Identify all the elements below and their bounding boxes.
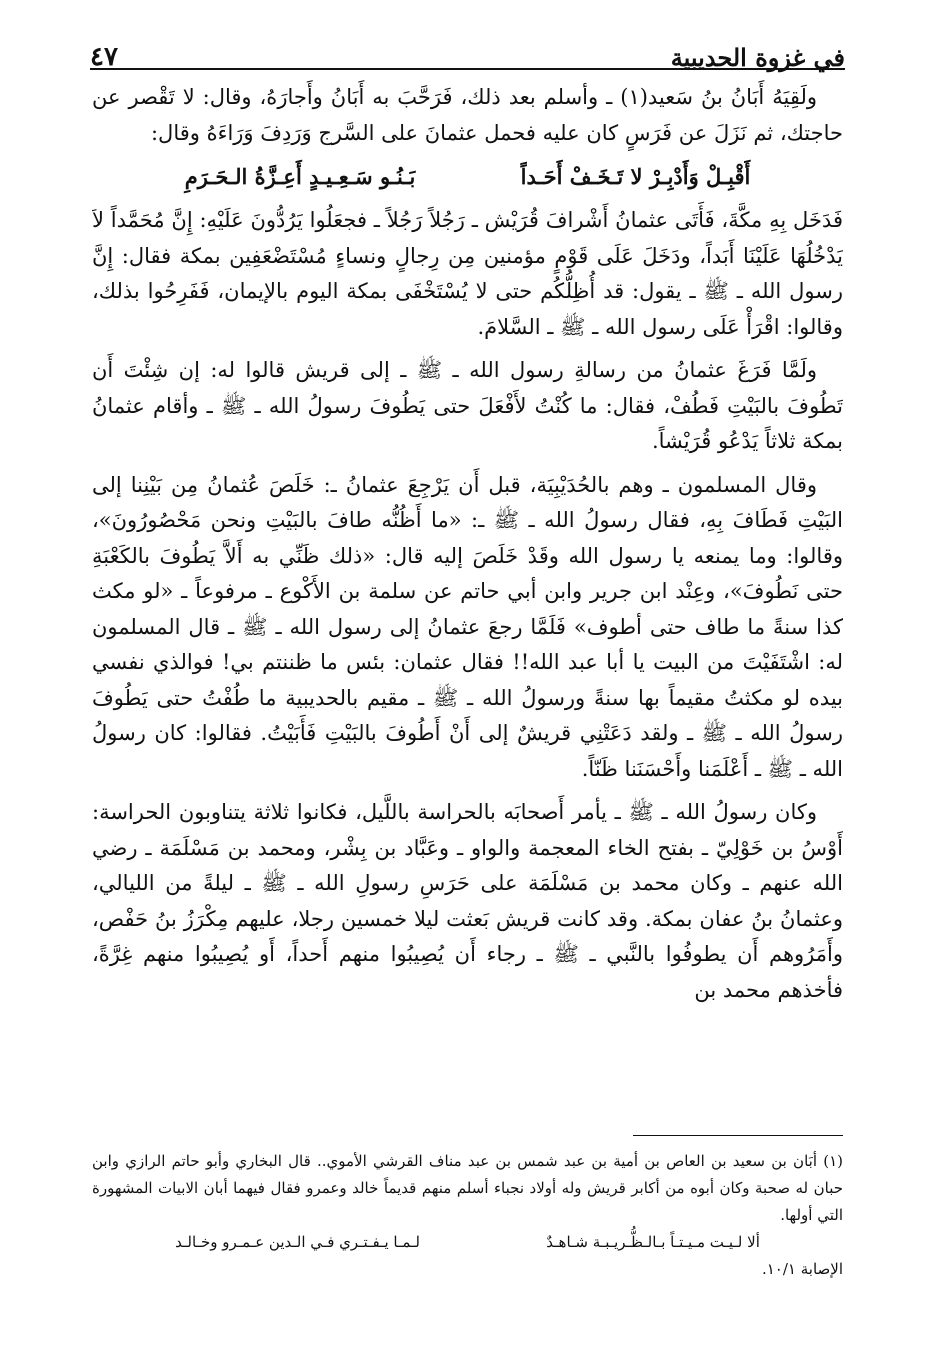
- footnote-verse: [112, 1229, 823, 1256]
- footnote-text: (١) أبَان بن سعيد بن العاص بن أمية بن عبد شمس بن عبد مناف القرشي الأموي.. قال البخاري وأبو حاتم الرازي وابن حبان له صحبة وكان أبوه من أكابر قريش وله أولاد نجباء أسلم منهم قديماً خالد وعمرو فقال فيهما أبان الابيات المشهورة التي أولها.: [92, 1152, 843, 1224]
- footnotes: [92, 1148, 843, 1333]
- poem-verse: [132, 159, 803, 195]
- footnote-verse-first: ألا لـيـت مـيـتـاً بـالـظُّـريـبـة شـاهـدٌ: [546, 1233, 760, 1251]
- paragraph: ولَمَّا فَرَغَ عثمانُ من رسالةِ رسول الله ـ ﷺ ـ إلى قريش قالوا له: إن شِئْتَ أَن تَطُوفَ بالبَيْتِ فَطُفْ، فقال: ما كُنْتُ لأَفْعَلَ حتى يَطُوفَ رسولُ الله ـ ﷺ ـ وأقام عثمانُ بمكة ثلاثاً يَدْعُو قُرَيْشاً.: [92, 358, 843, 453]
- header-rule: [90, 68, 845, 70]
- running-title: في غزوة الحديبية: [670, 43, 845, 72]
- footnote-verse-second: لـمـا يـفـتـري فـي الـدين عـمـرو وخـالـد: [175, 1233, 420, 1251]
- footnote-rule: [633, 1135, 843, 1136]
- paragraph: وقال المسلمون ـ وهم بالحُدَيْبِيَة، قبل أَن يَرْجِعَ عثمانُ ـ: خَلَصَ عُثمانُ مِن بَيْنِنا إلى البَيْتِ فَطَافَ بِهِ، فقال رسولُ الله ـ ﷺ ـ: «ما أَظُنُّه طافَ بالبَيْتِ ونحن مَحْصُورُونَ»، وقالوا: وما يمنعه يا رسول الله وقَدْ خَلَصَ إليه قال: «ذلك ظَنِّي به أَلاَّ يَطُوفَ بالكَعْبَةِ حتى نَطُوفَ»، وعِنْد ابن جرير وابن أبي حاتم عن سلمة بن الأَكْوع ـ مرفوعاً ـ «لو مكث كذا سنةً ما طاف حتى أطوف» فَلَمَّا رجعَ عثمانُ إلى رسول الله ـ ﷺ ـ قال المسلمون له: اشْتَفَيْتَ من البيت يا أبا عبد الله!! فقال عثمان: بئس ما ظننتم بي! فوالذي نفسي بيده لو مكثتُ مقيماً بها سنةً ورسولُ الله ـ ﷺ ـ مقيم بالحديبية ما طُفْتُ حتى يَطُوفَ رسولُ الله ـ ﷺ ـ ولقد دَعَتْنِي قريشٌ إلى أَنْ أَطُوفَ بالبَيْتِ فَأَبَيْتُ. فقالوا: كان رسولُ الله ـ ﷺ ـ أَعْلَمَنا وأَحْسَنَنا ظَنّاً.: [92, 472, 843, 781]
- paragraph: ولَقِيَهُ أَبَانُ بنُ سَعيد(١) ـ وأسلم بعد ذلك، فَرَحَّبَ به أَبَانُ وأَجارَهُ، وقال: لا تَقْصر عن حاجتك، ثم نَزَلَ عن فَرَسٍ كان عليه فحمل عثمانَ على السَّرج وَرَدِفَ وَرَاءَهُ وقال:: [92, 85, 843, 145]
- page-header: [90, 28, 845, 72]
- main-text: [92, 80, 843, 1125]
- paragraph: فَدَخَل بِهِ مكَّةَ، فَأَتَى عثمانُ أَشْرافَ قُرَيْش ـ رَجُلاً رَجُلاً ـ فجعَلُوا يَرُدُّونَ عَلَيْهِ: إِنَّ مُحَمَّداً لاَ يَدْخُلُهَا عَلَيْنَا أَبَداً، ودَخَلَ عَلَى قَوْمٍ مؤمنين مِن رِجالٍ ونساءٍ مُسْتَضْعَفِين بمكة فقال: إِنَّ رسول الله ـ ﷺ ـ يقول: قد أُظِلُّكُم حتى لا يُسْتَخْفَى بمكة اليوم بالإيمان، فَفَرِحُوا بذلك، وقالوا: اقْرَأْ عَلَى رسول الله ـ ﷺ ـ السَّلامَ.: [92, 208, 843, 339]
- footnote-source: الإصابة ١٠/١.: [761, 1260, 843, 1278]
- verse-hemistich-second: بَـنُـو سَـعِـيـدٍ أَعِـزَّةُ الـحَـرَمِ: [184, 164, 416, 189]
- page-number: ٤٧: [90, 42, 118, 72]
- paragraph: وكان رسولُ الله ـ ﷺ ـ يأمر أَصحابَه بالحراسة باللَّيل، فكانوا ثلاثة يتناوبون الحراسة: أَوْسُ بن خَوْلِيّ ـ بفتح الخاء المعجمة والواو ـ وعَبَّاد بن بِشْر، ومحمد بن مَسْلَمَة ـ رضي الله عنهم ـ وكان محمد بن مَسْلَمَة على حَرَسِ رسولِ الله ـ ﷺ ـ ليلةً من الليالي، وعثمانُ بنُ عفان بمكة. وقد كانت قريش بَعثت ليلا خمسين رجلا، عليهم مِكْرَزُ بنُ حَفْص، وأَمَرُوهم أَن يطوفُوا بالنَّبي ـ ﷺ ـ رجاء أَن يُصِيبُوا منهم أَحداً، أَو يُصِيبُوا منهم غِرَّةً، فأخذهم محمد بن: [92, 800, 843, 1002]
- verse-hemistich-first: أَقْبِـلْ وَأَدْبِـرْ لا تَـخَـفْ أَحَـداً: [520, 164, 751, 189]
